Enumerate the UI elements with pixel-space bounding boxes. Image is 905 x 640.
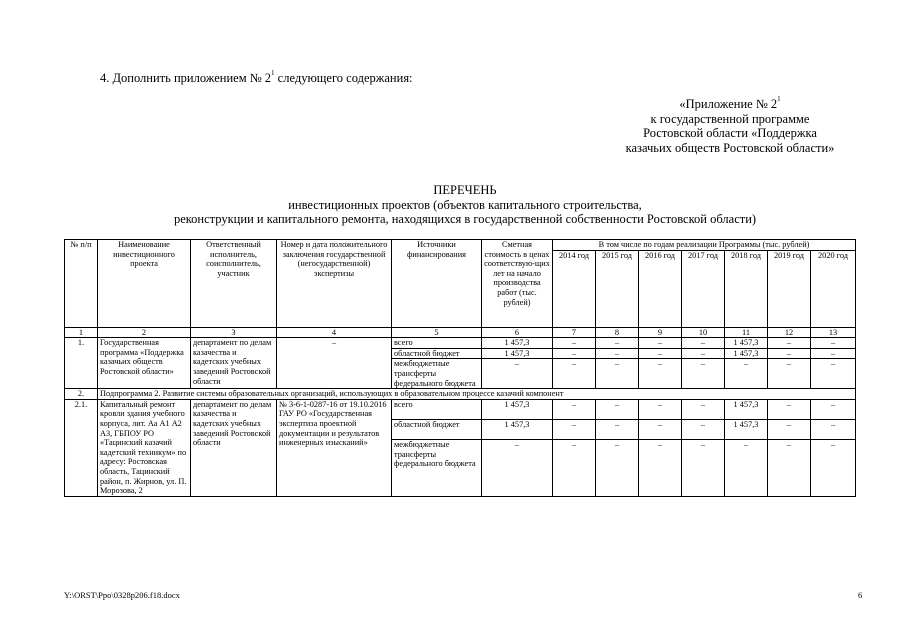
header-sources: Источники финансирования [392,240,482,328]
year-value: – [811,348,856,359]
cost-value: 1 457,3 [482,348,553,359]
footer-file-path: Y:\ORST\Ppo\0328p206.f18.docx [64,590,180,600]
project-executor: департамент по делам казачества и кадетских учебных заведений Ростовской области [191,399,277,496]
col-number: 5 [392,327,482,338]
col-number: 13 [811,327,856,338]
year-value: – [553,399,596,419]
column-numbers-row [65,327,856,338]
year-value: – [553,419,596,439]
header-year: 2019 год [768,250,811,327]
row-num: 2. [65,389,98,400]
subprogram-row [65,389,856,400]
funding-source: межбюджетные трансферты федерального бюджета [392,440,482,497]
year-value: – [725,440,768,497]
year-value: – [596,419,639,439]
year-value: – [682,399,725,419]
year-value: – [768,399,811,419]
col-number: 10 [682,327,725,338]
year-value: – [682,348,725,359]
investment-projects-table [64,239,856,497]
header-name: Наименование инвестиционного проекта [98,240,191,328]
year-value: – [811,359,856,389]
subprogram-title: Подпрограмма 2. Развитие системы образовательных организаций, использующих в образовательном процессе казачий компонент [98,389,856,400]
row-num: 1. [65,338,98,389]
year-value: 1 457,3 [725,338,768,349]
year-value: – [725,359,768,389]
funding-source: всего [392,338,482,349]
cost-value: – [482,359,553,389]
intro-paragraph: 4. Дополнить приложением № $2^1$ следующего содержания: [100,69,413,85]
header-year: 2014 год [553,250,596,327]
header-year: 2015 год [596,250,639,327]
funding-source: межбюджетные трансферты федерального бюджета [392,359,482,389]
project-executor: департамент по делам казачества и кадетских учебных заведений Ростовской области [191,338,277,389]
funding-source: областной бюджет [392,419,482,439]
project-name: Капитальный ремонт кровли здания учебного корпуса, лит. Аа А1 А2 А3, ГБПОУ РО «Тацинский казачий кадетский техникум» по адресу: Ростовская область, Тацинский район, п. Жирнов, ул. П. Морозова, 2 [98,399,191,496]
year-value: – [639,359,682,389]
header-year: 2018 год [725,250,768,327]
col-number: 8 [596,327,639,338]
year-value: – [596,399,639,419]
year-value: – [682,338,725,349]
col-number: 1 [65,327,98,338]
project-expertise: – [277,338,392,389]
year-value: – [768,440,811,497]
header-row [65,240,856,251]
header-year: 2020 год [811,250,856,327]
year-value: – [768,419,811,439]
header-year: 2017 год [682,250,725,327]
header-year: 2016 год [639,250,682,327]
cost-value: 1 457,3 [482,419,553,439]
year-value: – [639,338,682,349]
year-value: – [553,338,596,349]
year-value: 1 457,3 [725,399,768,419]
year-value: – [811,338,856,349]
funding-source: всего [392,399,482,419]
row-num: 2.1. [65,399,98,496]
year-value: – [553,348,596,359]
year-value: – [596,359,639,389]
year-value: – [768,348,811,359]
table-row [65,399,856,419]
cost-value: 1 457,3 [482,399,553,419]
col-number: 9 [639,327,682,338]
year-value: 1 457,3 [725,348,768,359]
col-number: 6 [482,327,553,338]
year-value: – [768,338,811,349]
year-value: – [553,440,596,497]
year-value: 1 457,3 [725,419,768,439]
footer-page-number: 6 [858,590,863,600]
header-by-years: В том числе по годам реализации Программы (тыс. рублей) [553,240,856,251]
year-value: – [682,359,725,389]
funding-source: областной бюджет [392,348,482,359]
project-name: Государственная программа «Поддержка казачьих обществ Ростовской области» [98,338,191,389]
col-number: 3 [191,327,277,338]
year-value: – [682,419,725,439]
col-number: 4 [277,327,392,338]
document-title: ПЕРЕЧЕНЬ инвестиционных проектов (объектов капитального строительства, реконструкции и капитального ремонта, находящихся в государственной собственности Ростовской области) [173,183,757,226]
col-number: 11 [725,327,768,338]
header-executor: Ответственный исполнитель, соисполнитель, участник [191,240,277,328]
table-row [65,338,856,349]
cost-value: 1 457,3 [482,338,553,349]
header-expertise: Номер и дата положительного заключения государственной (негосударственной) экспертизы [277,240,392,328]
year-value: – [811,440,856,497]
year-value: – [768,359,811,389]
col-number: 7 [553,327,596,338]
year-value: – [553,359,596,389]
year-value: – [639,348,682,359]
year-value: – [596,338,639,349]
year-value: – [639,399,682,419]
project-expertise: № 3-6-1-0287-16 от 19.10.2016 ГАУ РО «Государственная экспертиза проектной документации и результатов инженерных изысканий» [277,399,392,496]
year-value: – [596,348,639,359]
year-value: – [682,440,725,497]
header-num: № п/п [65,240,98,328]
cost-value: – [482,440,553,497]
header-cost: Сметная стоимость в ценах соответствую-щих лет на начало производства работ (тыс. рублей) [482,240,553,328]
year-value: – [639,419,682,439]
year-value: – [811,399,856,419]
year-value: – [811,419,856,439]
annex-heading: «Приложение № $2^1$ к государственной программе Ростовской области «Поддержка казачьих обществ Ростовской области» [625,95,835,155]
col-number: 2 [98,327,191,338]
year-value: – [596,440,639,497]
year-value: – [639,440,682,497]
col-number: 12 [768,327,811,338]
